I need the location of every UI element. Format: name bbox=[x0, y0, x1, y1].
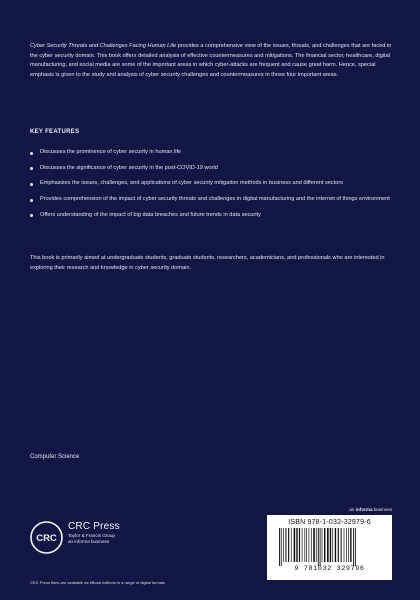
publisher-tagline: an informa business bbox=[68, 539, 110, 544]
barcode-bar bbox=[320, 528, 321, 566]
barcode-bar bbox=[322, 528, 323, 562]
barcode-digits: 9 781032 329796 bbox=[294, 565, 365, 573]
formats-note: CRC Press titles are available as eBook editions in a range of digital formats bbox=[30, 580, 166, 585]
barcode-bar bbox=[324, 528, 325, 562]
barcode-bar bbox=[327, 528, 329, 562]
publisher-text bbox=[68, 521, 120, 545]
feature-text: Discusses the prominence of cyber security in human life bbox=[40, 149, 182, 155]
barcode-bar bbox=[335, 528, 336, 562]
intro-paragraph bbox=[30, 42, 392, 81]
barcode-bar bbox=[346, 528, 347, 562]
barcode-bar bbox=[296, 528, 297, 562]
barcode-bar bbox=[338, 528, 339, 562]
barcode-bar bbox=[330, 528, 331, 562]
barcode-bar bbox=[341, 528, 342, 562]
barcode-bar bbox=[344, 528, 345, 562]
bullet-icon bbox=[30, 199, 33, 202]
barcode-bar bbox=[350, 528, 351, 562]
feature-item bbox=[30, 164, 392, 174]
feature-text: Discusses the significance of cyber security in the post-COVID-19 world bbox=[40, 164, 218, 171]
barcode-bar bbox=[316, 528, 317, 562]
book-title: Cyber Security Threats and Challenges Facing Human Life bbox=[30, 43, 177, 49]
barcode-bar bbox=[309, 528, 310, 562]
publisher-name: CRC Press bbox=[68, 521, 120, 532]
barcode-bar bbox=[311, 528, 312, 562]
feature-item bbox=[30, 148, 392, 158]
feature-item bbox=[30, 179, 392, 189]
barcode-bar bbox=[313, 528, 315, 562]
informa-brand: informa bbox=[355, 507, 373, 512]
key-features-heading: KEY FEATURES bbox=[30, 129, 80, 135]
informa-suffix: business bbox=[372, 507, 392, 512]
barcode-icon bbox=[277, 528, 382, 566]
informa-line bbox=[272, 507, 392, 512]
bullet-icon bbox=[30, 214, 33, 217]
feature-item bbox=[30, 195, 392, 205]
isbn-label: ISBN 978-1-032-32979-6 bbox=[288, 519, 371, 526]
key-features-list bbox=[30, 148, 392, 227]
feature-text: Emphasizes the issues, challenges, and applications of cyber security mitigation methods in business and different sectors bbox=[40, 180, 344, 187]
intro-text: provides a comprehensive view of the issues, threats, and challenges that are faced in the cyber security domain. This book offers detailed analysis of effective countermeasures and mitigations. The financial sector, healthcare, digital manufacturing, and social media are some of the important areas in which cyber-attacks are frequent and cause great harm. Hence, special emphasis is given to the study and analysis of cyber security challenges and countermeasures in those four important areas. bbox=[30, 43, 392, 79]
barcode-bar bbox=[318, 528, 319, 566]
logo-mark: CRC bbox=[36, 533, 57, 544]
barcode-panel bbox=[267, 515, 392, 580]
informa-prefix: an bbox=[349, 507, 356, 512]
bullet-icon bbox=[30, 167, 33, 170]
publisher-group: Taylor & Francis Group bbox=[68, 533, 115, 538]
feature-text: Provides comprehension of the impact of cyber security threats and challenges in digital manufacturing and the internet of things environment bbox=[40, 196, 390, 203]
feature-item bbox=[30, 211, 392, 221]
barcode-bar bbox=[291, 528, 292, 562]
barcode-bar bbox=[299, 528, 300, 562]
barcode-bar bbox=[355, 528, 356, 566]
bullet-icon bbox=[30, 183, 33, 186]
barcode-bar bbox=[304, 528, 305, 562]
feature-text: Offers understanding of the impact of big data breaches and future trends in data security bbox=[40, 211, 261, 218]
barcode-bar bbox=[288, 528, 289, 562]
barcode-bar bbox=[332, 528, 333, 562]
barcode-bar bbox=[348, 528, 349, 562]
barcode-bar bbox=[306, 528, 307, 562]
barcode-bar bbox=[279, 528, 280, 566]
barcode-bar bbox=[281, 528, 282, 566]
barcode-bar bbox=[285, 528, 286, 562]
audience-paragraph: This book is primarily aimed at undergraduate students, graduate students, researchers, academicians, and professionals who are interested in exploring their research and knowledge in cyber security domain. bbox=[30, 255, 385, 271]
barcode-bar bbox=[283, 528, 284, 562]
bullet-icon bbox=[30, 152, 33, 155]
barcode-bar bbox=[302, 528, 303, 562]
barcode-bar bbox=[353, 528, 354, 566]
crc-logo-icon bbox=[30, 521, 63, 554]
subject-category: Computer Science bbox=[30, 454, 80, 460]
barcode-bar bbox=[294, 528, 296, 562]
publisher-logo bbox=[30, 521, 160, 555]
